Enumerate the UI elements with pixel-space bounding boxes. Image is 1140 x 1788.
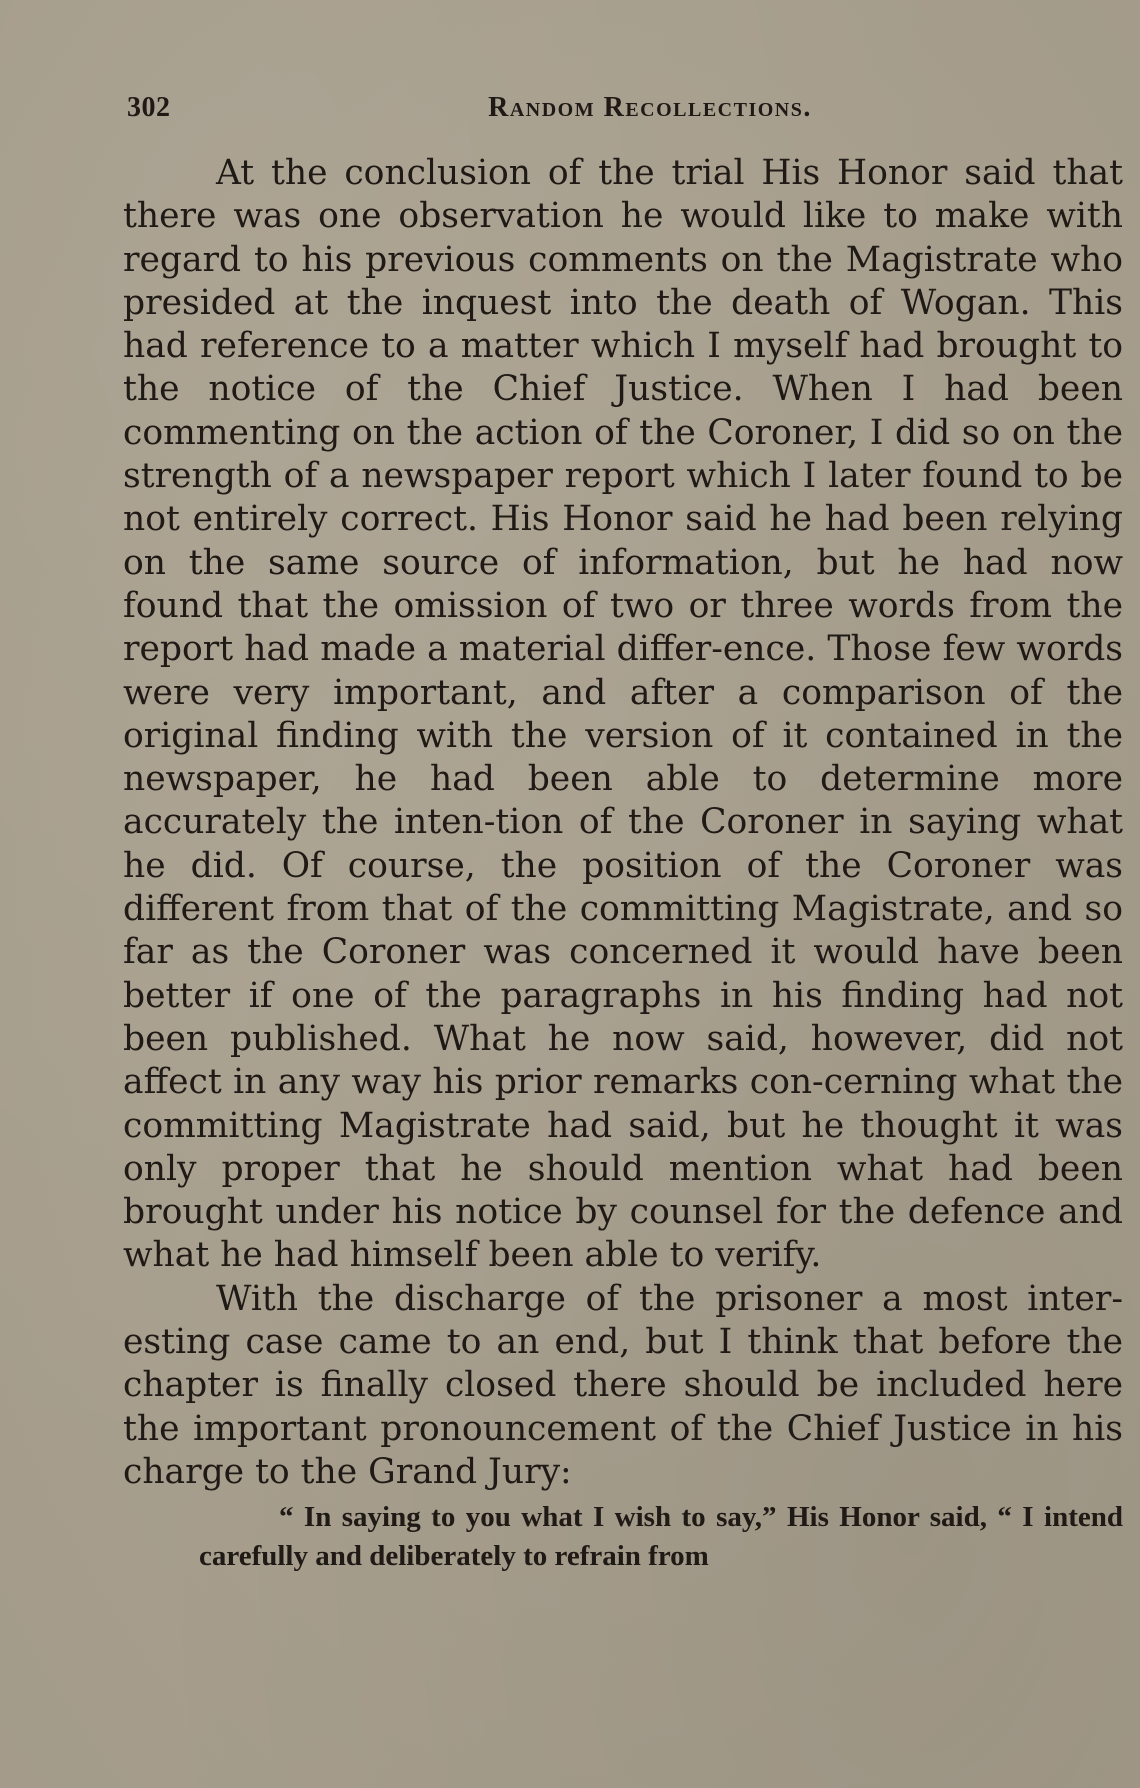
body-text bbox=[123, 152, 1123, 1576]
paragraph-discharge: With the discharge of the prisoner a most inter-esting case came to an end, but I think that before the chapter is finally closed there should be included here the important pronouncement of the Chief Justice in his charge to the Grand Jury: bbox=[123, 1278, 1123, 1492]
paragraph-trial-conclusion: At the conclusion of the trial His Honor said that there was one observation he would like to make with regard to his previous comments on the Magistrate who presided at the inquest into the death of Wogan. This had reference to a matter which I myself had brought to the notice of the Chief Justice. When I had been commenting on the action of the Coroner, I did so on the strength of a newspaper report which I later found to be not entirely correct. His Honor said he had been relying on the same source of information, but he had now found that the omission of two or three words from the report had made a material differ-ence. Those few words were very important, and after a comparison of the original finding with the version of it contained in the newspaper, he had been able to determine more accurately the inten-tion of the Coroner in saying what he did. Of course, the position of the Coroner was different from that of the committing Magistrate, and so far as the Coroner was concerned it would have been better if one of the paragraphs in his finding had not been published. What he now said, however, did not affect in any way his prior remarks con-cerning what the committing Magistrate had said, but he thought it was only proper that he should mention what had been brought under his notice by counsel for the defence and what he had himself been able to verify. bbox=[123, 153, 1123, 1276]
page-header bbox=[125, 92, 1125, 132]
running-head: Random Recollections. bbox=[488, 92, 812, 123]
quoted-charge: “ In saying to you what I wish to say,” His Honor said, “ I intend carefully and deliberately to refrain from bbox=[199, 1501, 1123, 1573]
page-number: 302 bbox=[127, 92, 171, 123]
